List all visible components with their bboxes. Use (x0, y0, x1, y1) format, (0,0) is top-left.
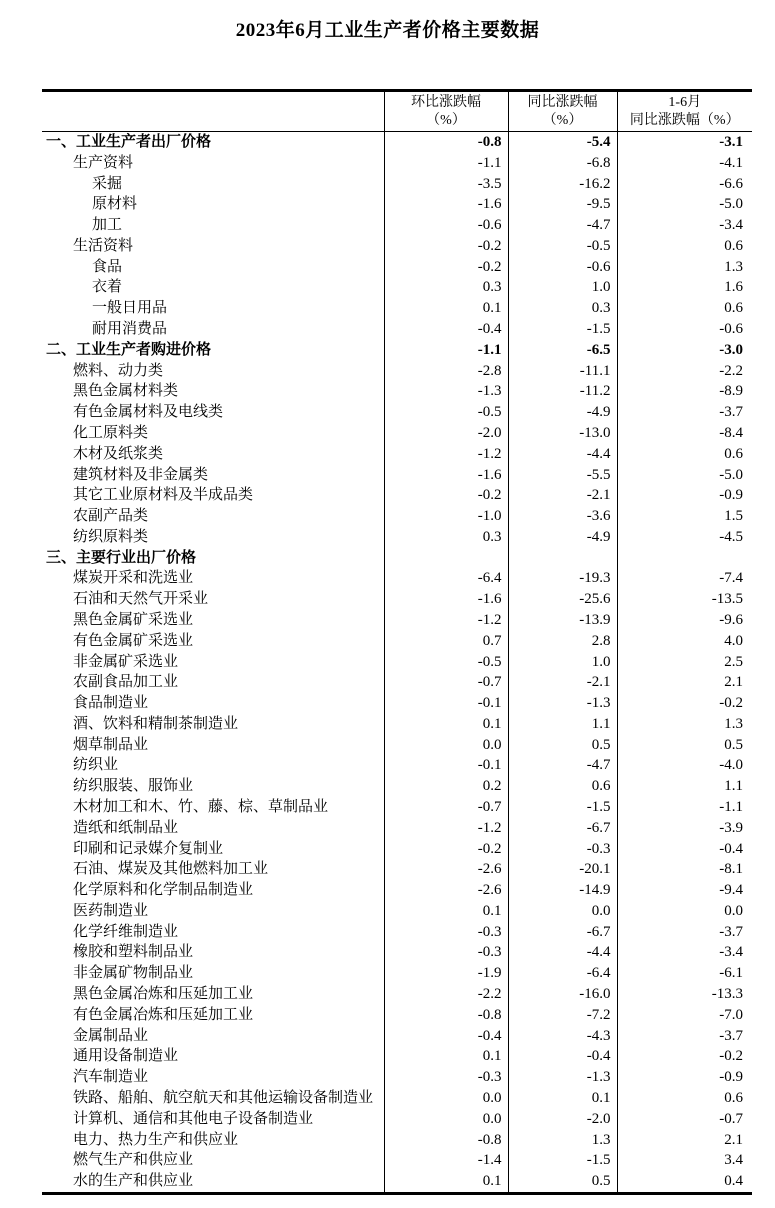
row-label: 黑色金属材料类 (73, 383, 179, 400)
row-label: 纺织原料类 (73, 528, 149, 545)
cell-mom (384, 548, 508, 569)
row-label: 衣着 (92, 279, 123, 296)
cell-mom: -0.3 (384, 942, 508, 963)
row-label: 石油、煤炭及其他燃料加工业 (73, 861, 269, 878)
cell-yoy: -19.3 (508, 568, 617, 589)
cell-yoy: -16.0 (508, 984, 617, 1005)
cell-ytd: -3.0 (617, 340, 752, 361)
row-label: 电力、热力生产和供应业 (73, 1131, 239, 1148)
table-row (42, 755, 752, 776)
cell-ytd: -5.0 (617, 194, 752, 215)
cell-mom: -0.7 (384, 797, 508, 818)
table-row (42, 215, 752, 236)
cell-mom: -2.6 (384, 880, 508, 901)
cell-yoy: 0.3 (508, 298, 617, 319)
row-label: 非金属矿采选业 (73, 653, 179, 670)
row-label: 非金属矿物制品业 (73, 965, 194, 982)
cell-ytd: 1.3 (617, 257, 752, 278)
cell-mom: 0.2 (384, 776, 508, 797)
cell-mom: -0.7 (384, 672, 508, 693)
cell-yoy: -2.1 (508, 672, 617, 693)
cell-ytd: -8.4 (617, 423, 752, 444)
row-label: 黑色金属冶炼和压延加工业 (73, 986, 254, 1003)
cell-ytd: 0.0 (617, 901, 752, 922)
cell-ytd: -9.4 (617, 880, 752, 901)
cell-yoy: -5.5 (508, 465, 617, 486)
cell-ytd: -6.6 (617, 174, 752, 195)
row-label: 食品 (92, 258, 123, 275)
cell-yoy: -13.0 (508, 423, 617, 444)
cell-ytd: -0.4 (617, 839, 752, 860)
row-label: 建筑材料及非金属类 (73, 466, 209, 483)
header-yoy-line2: （%） (542, 112, 583, 128)
row-label: 铁路、船舶、航空航天和其他运输设备制造业 (73, 1089, 374, 1106)
cell-yoy: 1.0 (508, 652, 617, 673)
cell-yoy: -4.9 (508, 402, 617, 423)
row-label: 耐用消费品 (92, 321, 168, 338)
cell-ytd: 1.3 (617, 714, 752, 735)
table-row (42, 714, 752, 735)
cell-ytd: -4.1 (617, 153, 752, 174)
cell-yoy: 2.8 (508, 631, 617, 652)
table-row (42, 194, 752, 215)
cell-ytd: 0.6 (617, 1088, 752, 1109)
cell-yoy: 1.1 (508, 714, 617, 735)
table-row (42, 652, 752, 673)
cell-ytd: -13.3 (617, 984, 752, 1005)
cell-ytd: -1.1 (617, 797, 752, 818)
header-yoy-change (508, 91, 617, 132)
cell-mom: -0.4 (384, 1026, 508, 1047)
header-yoy-line1: 同比涨跌幅 (527, 94, 598, 110)
cell-ytd: -3.7 (617, 922, 752, 943)
row-label: 计算机、通信和其他电子设备制造业 (73, 1110, 314, 1127)
cell-yoy: 0.5 (508, 735, 617, 756)
table-row (42, 340, 752, 361)
cell-yoy: -1.5 (508, 797, 617, 818)
cell-mom: -0.6 (384, 215, 508, 236)
cell-ytd: -4.0 (617, 755, 752, 776)
table-row (42, 859, 752, 880)
cell-yoy: -4.7 (508, 755, 617, 776)
cell-ytd: -3.4 (617, 215, 752, 236)
cell-yoy: -1.3 (508, 1067, 617, 1088)
header-mom-line2: （%） (426, 112, 466, 128)
cell-mom: -1.6 (384, 589, 508, 610)
table-row (42, 589, 752, 610)
table-row (42, 839, 752, 860)
row-label: 有色金属冶炼和压延加工业 (73, 1006, 254, 1023)
row-label: 印刷和记录媒介复制业 (73, 840, 224, 857)
cell-yoy: -0.5 (508, 236, 617, 257)
cell-mom: -0.3 (384, 922, 508, 943)
cell-yoy: -4.4 (508, 942, 617, 963)
table-row (42, 776, 752, 797)
cell-yoy: -11.1 (508, 361, 617, 382)
table-row (42, 361, 752, 382)
table-row (42, 693, 752, 714)
row-label: 医药制造业 (73, 902, 149, 919)
cell-yoy: -2.0 (508, 1109, 617, 1130)
table-row (42, 465, 752, 486)
cell-mom: -1.4 (384, 1150, 508, 1171)
table-row (42, 1046, 752, 1067)
header-ytd-line2: 同比涨跌幅（%） (629, 112, 740, 128)
table-row (42, 132, 752, 153)
row-label: 燃气生产和供应业 (73, 1152, 194, 1169)
row-label: 三、主要行业出厂价格 (46, 549, 197, 566)
cell-mom: -2.0 (384, 423, 508, 444)
row-label: 加工 (92, 217, 123, 234)
row-label: 橡胶和塑料制品业 (73, 944, 194, 961)
cell-mom: 0.7 (384, 631, 508, 652)
row-label: 黑色金属矿采选业 (73, 611, 194, 628)
row-label: 化工原料类 (73, 424, 149, 441)
cell-yoy: 0.6 (508, 776, 617, 797)
cell-yoy: -13.9 (508, 610, 617, 631)
table-row (42, 527, 752, 548)
table-row (42, 1109, 752, 1130)
table-row (42, 319, 752, 340)
header-mom-line1: 环比涨跌幅 (411, 94, 481, 110)
cell-mom: 0.1 (384, 298, 508, 319)
cell-yoy: -4.9 (508, 527, 617, 548)
cell-yoy: -1.5 (508, 319, 617, 340)
table-row (42, 672, 752, 693)
cell-ytd: -3.1 (617, 132, 752, 153)
row-label: 石油和天然气开采业 (73, 591, 209, 608)
cell-mom: -1.6 (384, 465, 508, 486)
cell-mom: 0.0 (384, 735, 508, 756)
row-label: 烟草制品业 (73, 736, 149, 753)
cell-mom: 0.1 (384, 714, 508, 735)
cell-mom: 0.0 (384, 1088, 508, 1109)
table-row (42, 984, 752, 1005)
cell-ytd: -4.5 (617, 527, 752, 548)
table-row (42, 922, 752, 943)
row-label: 造纸和纸制品业 (73, 819, 179, 836)
cell-mom: -0.8 (384, 132, 508, 153)
cell-ytd: -7.0 (617, 1005, 752, 1026)
cell-mom: -1.1 (384, 153, 508, 174)
table-row (42, 963, 752, 984)
cell-ytd: 0.6 (617, 298, 752, 319)
row-label: 水的生产和供应业 (73, 1173, 194, 1190)
cell-ytd: 0.4 (617, 1171, 752, 1193)
row-label: 酒、饮料和精制茶制造业 (73, 715, 239, 732)
cell-mom: -6.4 (384, 568, 508, 589)
cell-mom: 0.3 (384, 277, 508, 298)
cell-ytd: -3.4 (617, 942, 752, 963)
cell-yoy: -0.6 (508, 257, 617, 278)
row-label: 其它工业原材料及半成品类 (73, 487, 254, 504)
table-row (42, 1088, 752, 1109)
cell-yoy: -1.5 (508, 1150, 617, 1171)
cell-yoy: 1.0 (508, 277, 617, 298)
cell-yoy: -2.1 (508, 485, 617, 506)
cell-mom: -0.2 (384, 839, 508, 860)
cell-yoy: -3.6 (508, 506, 617, 527)
row-label: 化学纤维制造业 (73, 923, 179, 940)
cell-yoy: -5.4 (508, 132, 617, 153)
cell-ytd: -3.7 (617, 402, 752, 423)
table-row (42, 153, 752, 174)
page-title: 2023年6月工业生产者价格主要数据 (235, 20, 540, 41)
cell-mom: -0.1 (384, 693, 508, 714)
table-row (42, 506, 752, 527)
table-row (42, 548, 752, 569)
cell-ytd: 1.5 (617, 506, 752, 527)
cell-ytd: 1.6 (617, 277, 752, 298)
table-body (42, 132, 752, 1194)
row-label: 煤炭开采和洗选业 (73, 570, 194, 587)
cell-mom: -0.4 (384, 319, 508, 340)
table-row (42, 485, 752, 506)
cell-mom: 0.0 (384, 1109, 508, 1130)
cell-mom: -0.5 (384, 652, 508, 673)
table-row (42, 1150, 752, 1171)
cell-mom: -0.5 (384, 402, 508, 423)
table-row (42, 236, 752, 257)
cell-ytd: 0.6 (617, 444, 752, 465)
row-label: 一、工业生产者出厂价格 (46, 134, 212, 150)
header-row (42, 91, 752, 132)
cell-yoy: 0.0 (508, 901, 617, 922)
row-label: 生产资料 (73, 154, 134, 171)
cell-yoy: -4.4 (508, 444, 617, 465)
cell-ytd: -0.2 (617, 693, 752, 714)
table-row (42, 1026, 752, 1047)
row-label: 燃料、动力类 (73, 362, 164, 379)
table-row (42, 381, 752, 402)
cell-ytd: -8.1 (617, 859, 752, 880)
row-label: 农副食品加工业 (73, 674, 179, 691)
cell-mom: -0.1 (384, 755, 508, 776)
table-row (42, 257, 752, 278)
cell-ytd: 3.4 (617, 1150, 752, 1171)
cell-ytd: -2.2 (617, 361, 752, 382)
table-row (42, 402, 752, 423)
cell-mom: -3.5 (384, 174, 508, 195)
cell-mom: 0.1 (384, 901, 508, 922)
row-label: 纺织服装、服饰业 (73, 778, 194, 795)
cell-mom: -2.2 (384, 984, 508, 1005)
table-row (42, 444, 752, 465)
cell-yoy: -6.4 (508, 963, 617, 984)
header-label-cell (42, 91, 384, 132)
cell-yoy: -4.7 (508, 215, 617, 236)
cell-ytd: -0.9 (617, 485, 752, 506)
cell-ytd: -3.7 (617, 1026, 752, 1047)
cell-mom: -1.6 (384, 194, 508, 215)
cell-yoy: -20.1 (508, 859, 617, 880)
cell-ytd: 1.1 (617, 776, 752, 797)
cell-yoy (508, 548, 617, 569)
cell-ytd: -9.6 (617, 610, 752, 631)
cell-ytd: -0.7 (617, 1109, 752, 1130)
cell-mom: 0.3 (384, 527, 508, 548)
table-row (42, 423, 752, 444)
cell-yoy: -16.2 (508, 174, 617, 195)
cell-yoy: -4.3 (508, 1026, 617, 1047)
row-label: 化学原料和化学制品制造业 (73, 882, 254, 899)
cell-yoy: 0.5 (508, 1171, 617, 1193)
cell-yoy: -6.5 (508, 340, 617, 361)
cell-mom: -0.2 (384, 485, 508, 506)
row-label: 木材及纸浆类 (73, 445, 164, 462)
row-label: 通用设备制造业 (73, 1048, 179, 1065)
cell-yoy: -6.7 (508, 922, 617, 943)
cell-yoy: -1.3 (508, 693, 617, 714)
cell-yoy: 1.3 (508, 1130, 617, 1151)
header-ytd-line1: 1-6月 (668, 94, 702, 110)
table-row (42, 174, 752, 195)
row-label: 有色金属矿采选业 (73, 632, 194, 649)
row-label: 农副产品类 (73, 508, 149, 525)
cell-yoy: -25.6 (508, 589, 617, 610)
row-label: 金属制品业 (73, 1027, 149, 1044)
cell-ytd: 2.1 (617, 1130, 752, 1151)
table-row (42, 277, 752, 298)
header-mom-change (384, 91, 508, 132)
row-label: 木材加工和木、竹、藤、棕、草制品业 (73, 799, 329, 815)
cell-mom: -0.8 (384, 1130, 508, 1151)
cell-mom: -1.9 (384, 963, 508, 984)
cell-yoy: -0.3 (508, 839, 617, 860)
cell-ytd: 0.6 (617, 236, 752, 257)
cell-mom: -0.8 (384, 1005, 508, 1026)
row-label: 纺织业 (73, 757, 119, 774)
cell-ytd: 0.5 (617, 735, 752, 756)
cell-ytd: -7.4 (617, 568, 752, 589)
cell-mom: -2.6 (384, 859, 508, 880)
table-row (42, 1130, 752, 1151)
cell-yoy: -7.2 (508, 1005, 617, 1026)
cell-mom: -1.3 (384, 381, 508, 402)
row-label: 食品制造业 (73, 695, 149, 712)
row-label: 采掘 (92, 175, 123, 192)
cell-yoy: -0.4 (508, 1046, 617, 1067)
table-row (42, 797, 752, 818)
row-label: 汽车制造业 (73, 1069, 149, 1086)
cell-ytd: -0.6 (617, 319, 752, 340)
cell-mom: -1.2 (384, 444, 508, 465)
cell-yoy: -6.8 (508, 153, 617, 174)
cell-mom: -1.1 (384, 340, 508, 361)
row-label: 生活资料 (73, 237, 134, 254)
cell-mom: -0.3 (384, 1067, 508, 1088)
cell-yoy: -11.2 (508, 381, 617, 402)
table-row (42, 1171, 752, 1193)
row-label: 二、工业生产者购进价格 (46, 341, 212, 358)
cell-ytd: -6.1 (617, 963, 752, 984)
cell-ytd: 2.1 (617, 672, 752, 693)
cell-ytd: -13.5 (617, 589, 752, 610)
table-row (42, 1067, 752, 1088)
cell-mom: 0.1 (384, 1046, 508, 1067)
cell-yoy: -9.5 (508, 194, 617, 215)
header-ytd-change (617, 91, 752, 132)
ppi-data-table (42, 89, 752, 1195)
table-row (42, 610, 752, 631)
table-row (42, 298, 752, 319)
cell-yoy: -14.9 (508, 880, 617, 901)
table-row (42, 818, 752, 839)
table-row (42, 901, 752, 922)
table-row (42, 568, 752, 589)
cell-mom: -2.8 (384, 361, 508, 382)
cell-ytd: -0.9 (617, 1067, 752, 1088)
cell-ytd: -0.2 (617, 1046, 752, 1067)
cell-ytd: -5.0 (617, 465, 752, 486)
cell-ytd: 4.0 (617, 631, 752, 652)
cell-ytd (617, 548, 752, 569)
row-label: 有色金属材料及电线类 (73, 404, 224, 421)
cell-mom: -1.2 (384, 818, 508, 839)
cell-mom: -0.2 (384, 236, 508, 257)
cell-mom: 0.1 (384, 1171, 508, 1193)
cell-yoy: -6.7 (508, 818, 617, 839)
row-label: 原材料 (92, 196, 138, 213)
cell-ytd: -8.9 (617, 381, 752, 402)
cell-ytd: 2.5 (617, 652, 752, 673)
table-row (42, 880, 752, 901)
table-row (42, 631, 752, 652)
table-row (42, 735, 752, 756)
cell-ytd: -3.9 (617, 818, 752, 839)
table-row (42, 1005, 752, 1026)
row-label: 一般日用品 (92, 300, 168, 317)
cell-mom: -1.2 (384, 610, 508, 631)
table-row (42, 942, 752, 963)
cell-yoy: 0.1 (508, 1088, 617, 1109)
cell-mom: -1.0 (384, 506, 508, 527)
cell-mom: -0.2 (384, 257, 508, 278)
